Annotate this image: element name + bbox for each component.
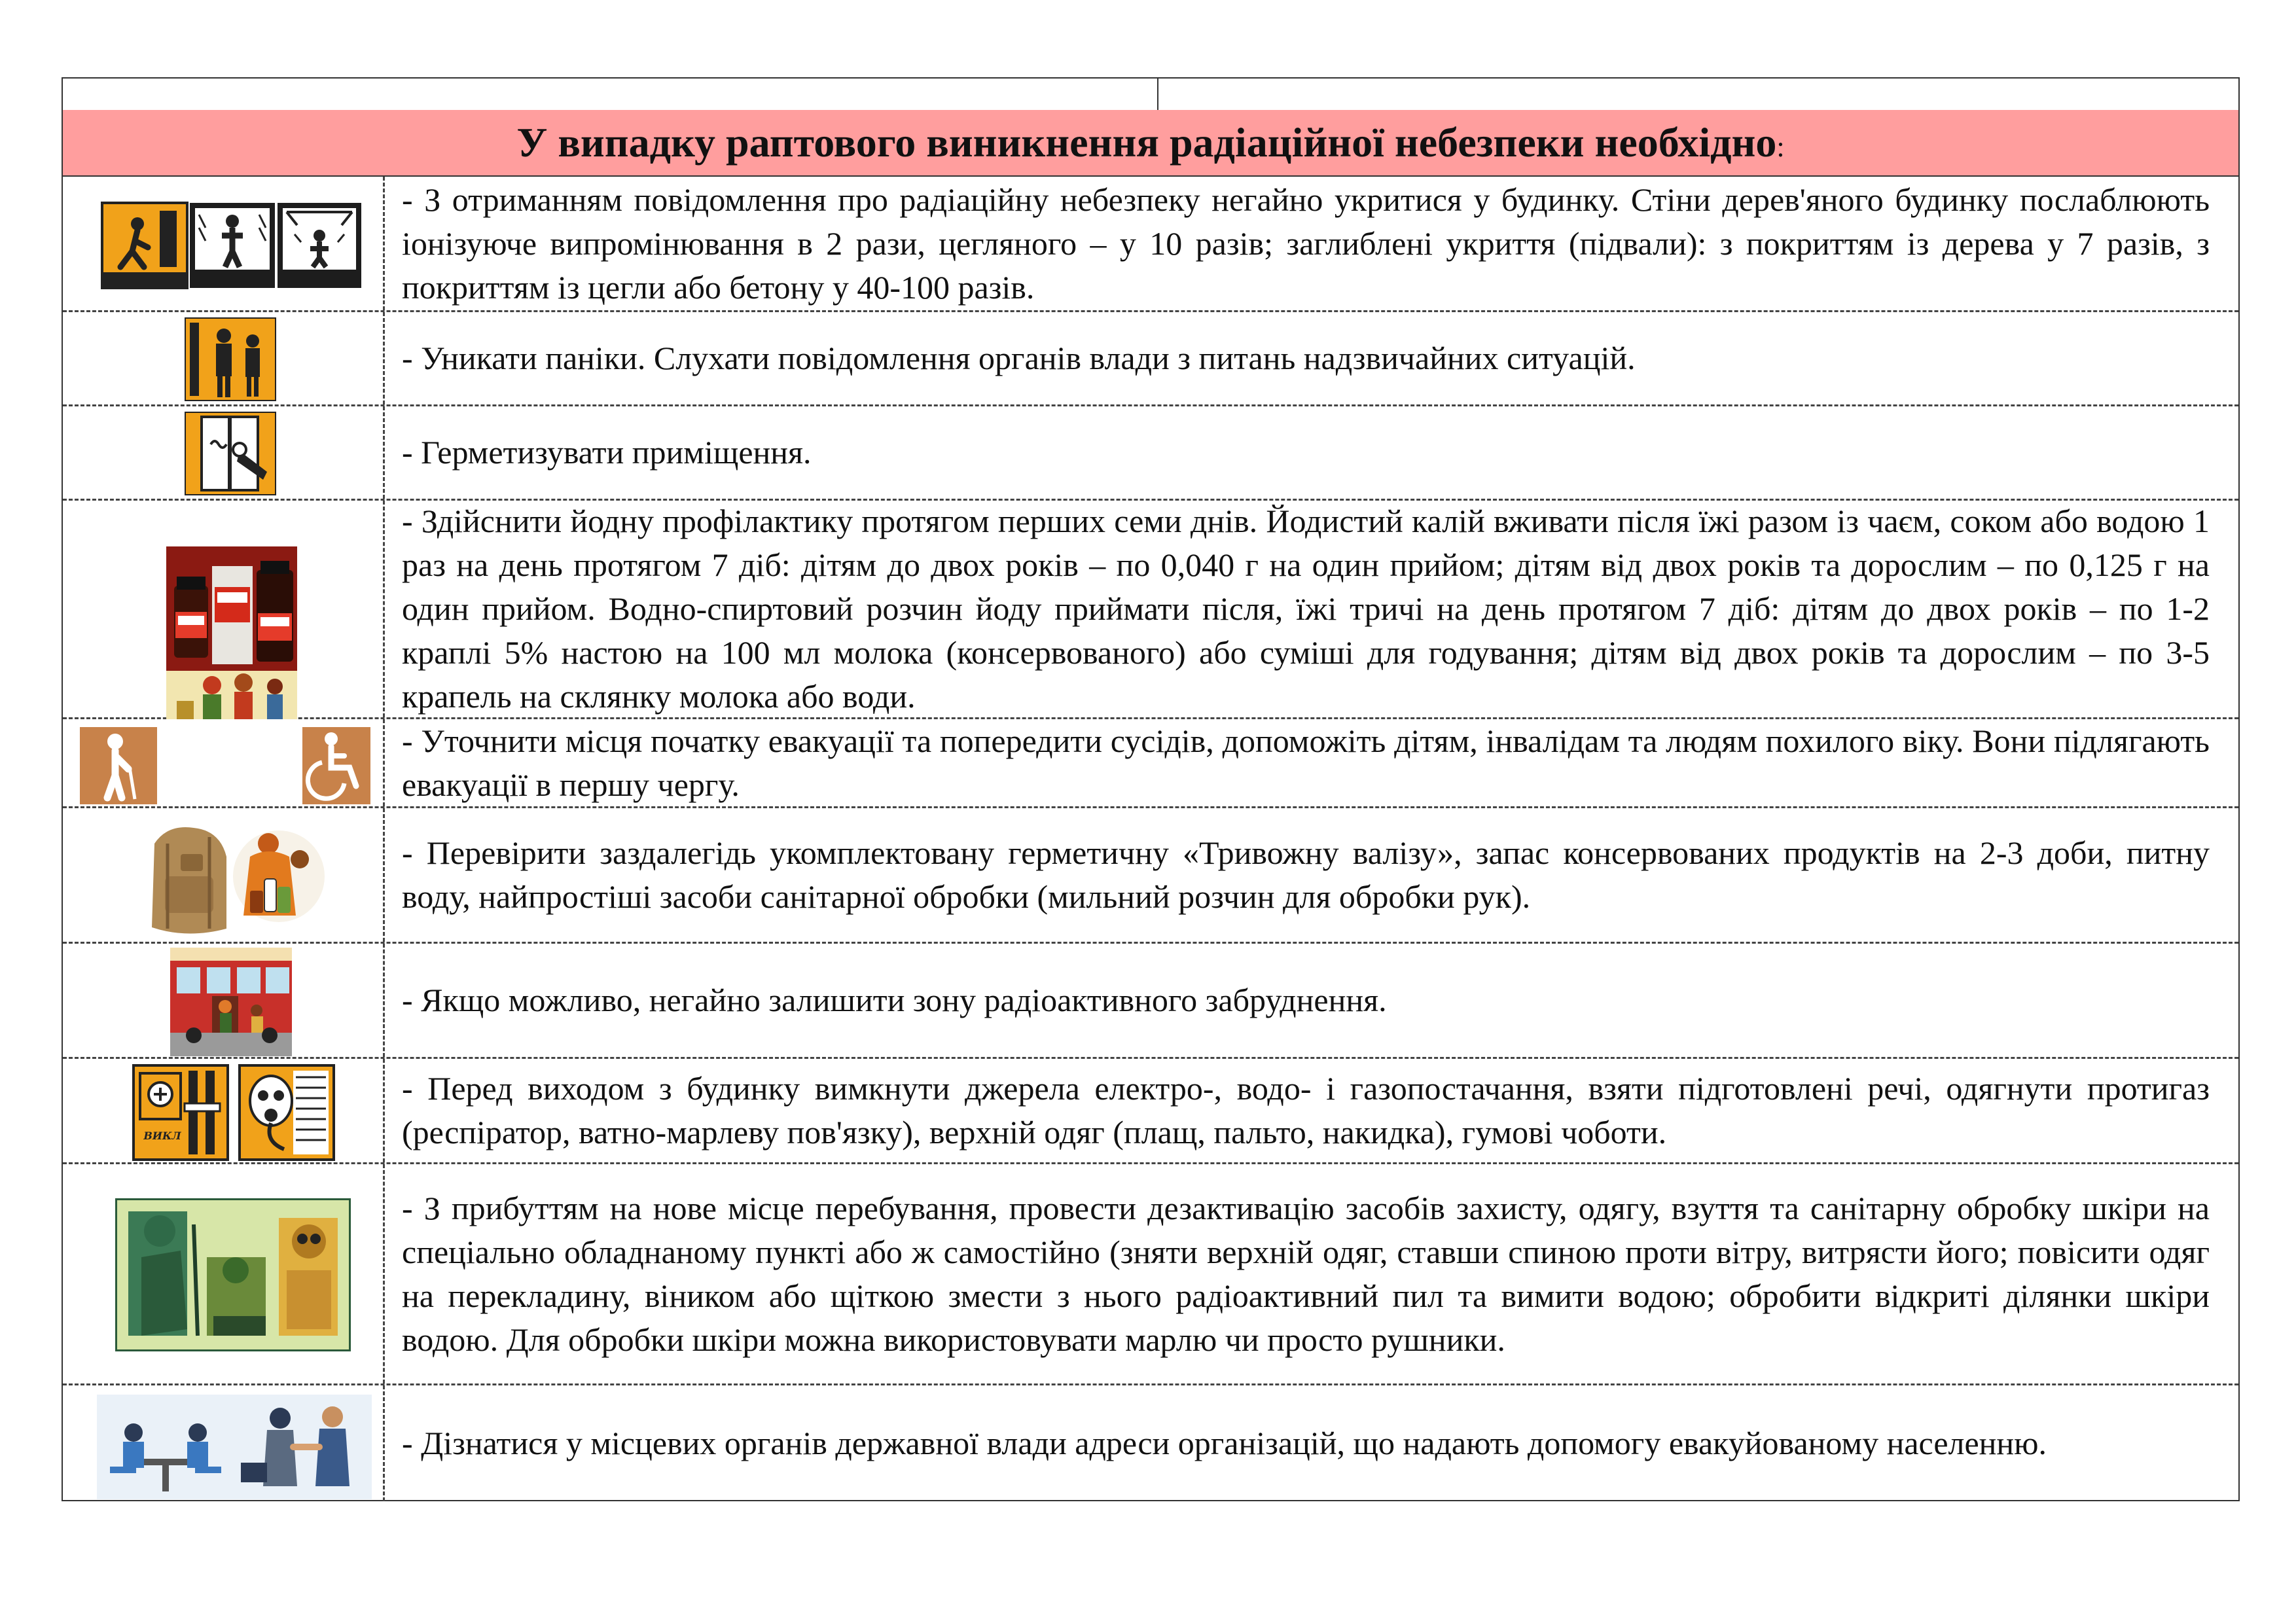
table-row <box>63 719 2238 808</box>
table-row <box>63 1164 2238 1385</box>
row-text-cell <box>402 501 2210 717</box>
table-header-strip <box>63 79 2238 111</box>
row-image-cell <box>63 177 385 310</box>
row-text-cell <box>402 1164 2210 1383</box>
instruction-text: - Уникати паніки. Слухати повідомлення органів влади з питань надзвичайних ситуацій. <box>402 340 1636 376</box>
wheelchair-icon <box>302 727 370 804</box>
seal-window-icon <box>185 412 276 495</box>
row-text-cell <box>402 1385 2210 1501</box>
title-colon: : <box>1776 131 1785 163</box>
instruction-text: - Герметизувати приміщення. <box>402 434 812 471</box>
power-switch-icon <box>132 1064 229 1161</box>
instruction-text: - Перед виходом з будинку вимкнути джерела електро-, водо- і газопостачання, взяти підготовлені речі, одягнути протигаз (респіратор, ватно-марлеву пов'язку), верхній одяг (плащ, пальто, накидка), гумові чоботи. <box>402 1070 2210 1150</box>
table-row <box>63 1385 2238 1501</box>
table-row <box>63 406 2238 501</box>
emergency-backpack-icon <box>128 817 325 939</box>
elderly-person-icon <box>80 727 157 804</box>
row-image-cell <box>63 944 385 1057</box>
page-title: У випадку раптового виникнення радіаційної небезпеки необхідно <box>516 119 1777 166</box>
instruction-text: - Здійснити йодну профілактику протягом перших семи днів. Йодистий калій вживати після їжі разом із чаєм, соком або водою 1 раз на день протягом 7 діб: дітям до двох років – по 0,040 г на один прийом; дітям від двох років та дорослим – по 0,125 г на один прийом. Водно-спиртовий розчин йоду приймати після, їжі тричі на день протягом 7 діб: дітям до двох років – по 1-2 краплі 5% настою на 100 мл молока (консервованого) або суміші для годування; дітям від двох років та дорослим – по 3-5 крапель на склянку молока або води. <box>402 503 2210 715</box>
table-row <box>63 1059 2238 1164</box>
table-row <box>63 501 2238 719</box>
row-image-cell <box>63 1059 385 1162</box>
row-text-cell <box>402 177 2210 310</box>
row-text-cell <box>402 1059 2210 1162</box>
table-row <box>63 312 2238 406</box>
evacuation-bus-icon <box>170 948 292 1056</box>
gas-mask-icon <box>238 1064 335 1161</box>
row-text-cell <box>402 719 2210 806</box>
row-image-cell <box>63 501 385 717</box>
row-text-cell <box>402 312 2210 404</box>
row-text-cell <box>402 406 2210 499</box>
authorities-meeting-icon <box>97 1395 372 1499</box>
instruction-text: - З прибуттям на нове місце перебування, провести дезактивацію засобів захисту, одягу, взуття та санітарну обробку шкіри на спеціально обладнаному пункті або ж самостійно (зняти верхній одяг, ставши спиною проти вітру, витрясти його; повісити одяг на перекладину, віником або щіткою змести з нього радіоактивний пил та вимити водою; обробити відкриті ділянки шкіри водою. Для обробки шкіри можна використовувати марлю чи просто рушники. <box>402 1189 2210 1358</box>
table-row <box>63 177 2238 312</box>
row-image-cell <box>63 312 385 404</box>
instruction-text: - Якщо можливо, негайно залишити зону радіоактивного забруднення. <box>402 982 1387 1018</box>
title-bar <box>63 110 2238 177</box>
table-row <box>63 944 2238 1059</box>
people-indoors-icon <box>185 317 276 401</box>
row-text-cell <box>402 944 2210 1057</box>
instruction-text: - Дізнатися у місцевих органів державної влади адреси організацій, що надають допомогу евакуйованому населенню. <box>402 1425 2047 1461</box>
row-image-cell <box>63 1164 385 1383</box>
decontamination-icon <box>115 1198 351 1351</box>
instruction-table <box>62 77 2240 1501</box>
instruction-text: - Перевірити заздалегідь укомплектовану герметичну «Тривожну валізу», запас консервованих продуктів на 2-3 доби, питну воду, найпростіші засоби санітарної обробки (мильний розчин для обробки рук). <box>402 834 2210 915</box>
row-image-cell <box>63 719 385 806</box>
header-divider <box>1157 79 1158 110</box>
power-switch-caption: ВИКЛ <box>143 1130 181 1142</box>
shelter-signs-icon <box>101 202 363 289</box>
table-row <box>63 808 2238 944</box>
utilities-gasmask-icon <box>132 1064 335 1161</box>
row-image-cell <box>63 406 385 499</box>
row-image-cell <box>63 1385 385 1501</box>
instruction-text: - Уточнити місця початку евакуації та попередити сусідів, допоможіть дітям, інвалідам та людям похилого віку. Вони підлягають евакуації в першу чергу. <box>402 722 2210 803</box>
instruction-text: - З отриманням повідомлення про радіаційну небезпеку негайно укритися у будинку. Стіни дерев'яного будинку послаблюють іонізуюче випромінювання в 2 рази, цегляного – у 10 разів; заглиблені укриття (підвали): з покриттям із дерева у 7 разів, з покриттям із цегли або бетону у 40-100 разів. <box>402 181 2210 306</box>
iodine-bottles-icon <box>166 546 297 719</box>
row-image-cell <box>63 808 385 942</box>
row-text-cell <box>402 808 2210 942</box>
